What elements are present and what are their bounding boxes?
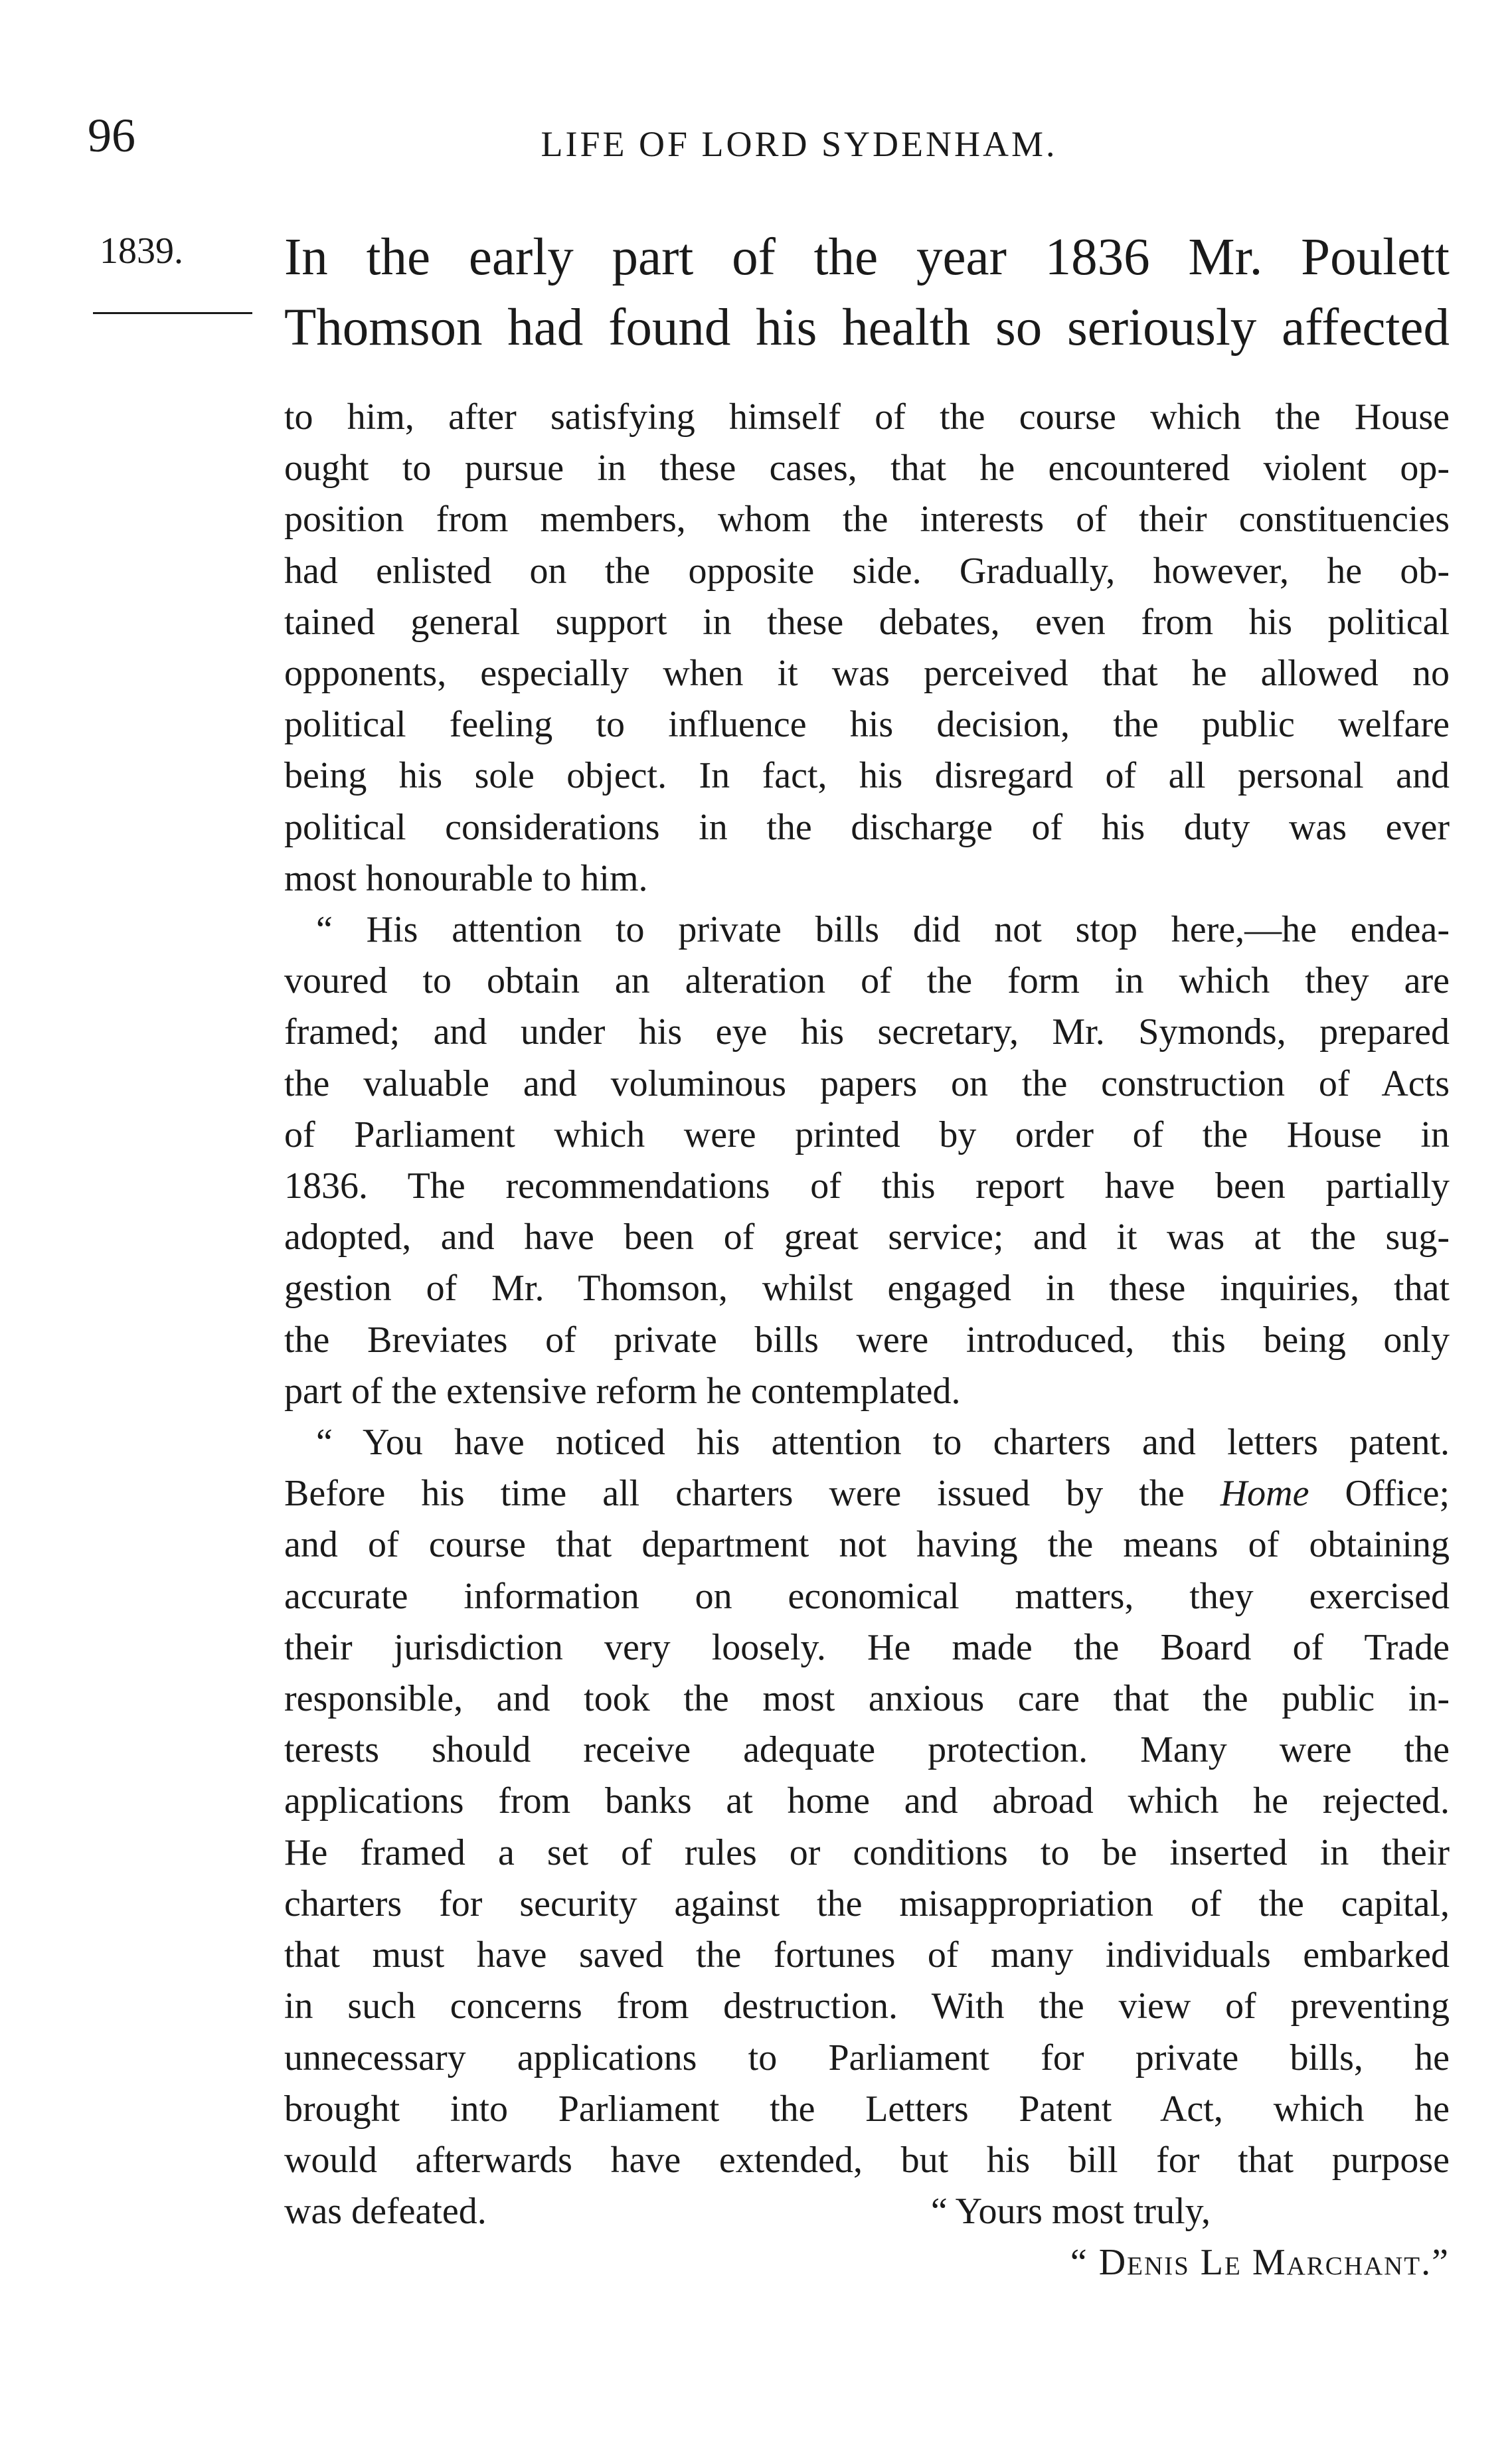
text-line: that must have saved the fortunes of many individuals embarked [284, 1934, 1450, 1976]
text-line: and of course that department not having the means of obtaining [284, 1524, 1450, 1566]
text-line: the Breviates of private bills were introduced, this being only [284, 1319, 1450, 1361]
margin-year: 1839. [100, 230, 183, 272]
text-line: had enlisted on the opposite side. Gradually, however, he ob- [284, 550, 1450, 592]
opening-line: In the early part of the year 1836 Mr. Poulett [284, 228, 1450, 286]
text-line: would afterwards have extended, but his bill for that purpose [284, 2139, 1450, 2181]
text-line: voured to obtain an alteration of the form in which they are [284, 960, 1450, 1002]
text-line: their jurisdiction very loosely. He made the Board of Trade [284, 1626, 1450, 1668]
text-line: adopted, and have been of great service; and it was at the sug- [284, 1217, 1450, 1258]
italic-word: Home [1220, 1473, 1309, 1515]
text-line: position from members, whom the interests of their constituencies [284, 499, 1450, 541]
text-line: unnecessary applications to Parliament for private bills, he [284, 2037, 1450, 2078]
text-line: responsible, and took the most anxious care that the public in- [284, 1678, 1450, 1720]
text-line: of Parliament which were printed by order of the House in [284, 1114, 1450, 1155]
text-line: accurate information on economical matters, they exercised [284, 1575, 1450, 1617]
signoff-row [284, 2186, 1450, 2237]
paragraph-1 [284, 392, 1450, 904]
margin-rule [93, 312, 252, 314]
text-line: being his sole object. In fact, his disregard of all personal and [284, 755, 1450, 797]
text-line: charters for security against the misappropriation of the capital, [284, 1883, 1450, 1924]
text-line: opponents, especially when it was perceived that he allowed no [284, 653, 1450, 695]
running-head: LIFE OF LORD SYDENHAM. [541, 124, 1058, 164]
text-fragment: Office; [1345, 1473, 1450, 1515]
text-line: political feeling to influence his decision, the public welfare [284, 704, 1450, 746]
paragraph-2 [284, 904, 1450, 1417]
paragraph-3 [284, 1417, 1450, 2237]
text-line: most honourable to him. [284, 857, 648, 899]
body-text [284, 392, 1450, 2288]
text-line: “ You have noticed his attention to charters and letters patent. [316, 1422, 1450, 1464]
text-line: “ His attention to private bills did not stop here,—he endea- [316, 909, 1450, 951]
text-line: applications from banks at home and abroad which he rejected. [284, 1780, 1450, 1822]
text-line: in such concerns from destruction. With the view of preventing [284, 1986, 1450, 2027]
text-fragment: Before his time all charters were issued by the [284, 1473, 1185, 1515]
text-line: part of the extensive reform he contemplated. [284, 1370, 961, 1412]
page-number: 96 [88, 109, 135, 162]
final-line: was defeated. [284, 2191, 487, 2233]
text-line: terests should receive adequate protection. Many were the [284, 1729, 1450, 1771]
text-line: the valuable and voluminous papers on the construction of Acts [284, 1062, 1450, 1104]
text-line: He framed a set of rules or conditions to be inserted in their [284, 1831, 1450, 1873]
text-line: to him, after satisfying himself of the course which the House [284, 396, 1450, 438]
opening-lines [284, 222, 1450, 363]
signature: “ Denis Le Marchant.” [1070, 2242, 1450, 2284]
text-line: 1836. The recommendations of this report have been partially [284, 1165, 1450, 1207]
text-line: brought into Parliament the Letters Patent Act, which he [284, 2088, 1450, 2130]
text-line [284, 1468, 1450, 1519]
text-line: gestion of Mr. Thomson, whilst engaged in these inquiries, that [284, 1268, 1450, 1310]
text-line: framed; and under his eye his secretary, Mr. Symonds, prepared [284, 1011, 1450, 1053]
opening-line: Thomson had found his health so seriously affected [284, 299, 1450, 357]
text-line: ought to pursue in these cases, that he encountered violent op- [284, 448, 1450, 489]
text-line: political considerations in the discharge of his duty was ever [284, 806, 1450, 848]
closing: “ Yours most truly, [930, 2191, 1211, 2233]
text-line: tained general support in these debates, even from his political [284, 601, 1450, 643]
